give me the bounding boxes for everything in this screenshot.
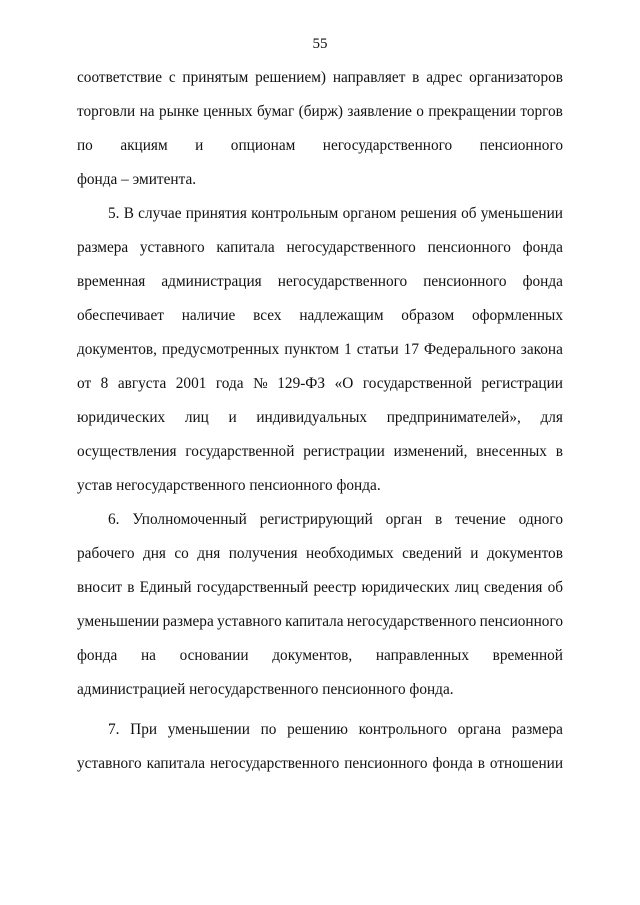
text-line: осуществления государственной регистрации изменений, внесенных в [77, 443, 563, 460]
text-line: устав негосударственного пенсионного фонда. [77, 477, 381, 494]
text-line: фонда на основании документов, направленных временной [77, 647, 563, 664]
text-line: размера уставного капитала негосударственного пенсионного фонда [77, 239, 563, 256]
text-line: уменьшении размера уставного капитала негосударственного пенсионного [77, 613, 563, 630]
text-line: юридических лиц и индивидуальных предпринимателей», для [77, 409, 563, 426]
text-line: 6. Уполномоченный регистрирующий орган в течение одного [108, 511, 563, 528]
text-line: 5. В случае принятия контрольным органом решения об уменьшении [108, 205, 563, 222]
text-line: рабочего дня со дня получения необходимых сведений и документов [77, 545, 563, 562]
text-line: от 8 августа 2001 года № 129-ФЗ «О государственной регистрации [77, 375, 563, 392]
text-line: уставного капитала негосударственного пенсионного фонда в отношении [77, 755, 563, 772]
text-line: вносит в Единый государственный реестр юридических лиц сведения об [77, 579, 563, 596]
text-line: торговли на рынке ценных бумаг (бирж) заявление о прекращении торгов [77, 103, 563, 120]
text-line: соответствие с принятым решением) направляет в адрес организаторов [77, 69, 563, 86]
text-line: документов, предусмотренных пунктом 1 статьи 17 Федерального закона [77, 341, 563, 358]
text-line: временная администрация негосударственного пенсионного фонда [77, 273, 563, 290]
text-line: 7. При уменьшении по решению контрольного органа размера [108, 721, 563, 738]
text-line: фонда – эмитента. [77, 171, 197, 188]
page-number: 55 [312, 36, 328, 52]
text-line: по акциям и опционам негосударственного пенсионного [77, 137, 563, 154]
text-line: обеспечивает наличие всех надлежащим образом оформленных [77, 307, 563, 324]
text-line: администрацией негосударственного пенсионного фонда. [77, 681, 454, 698]
